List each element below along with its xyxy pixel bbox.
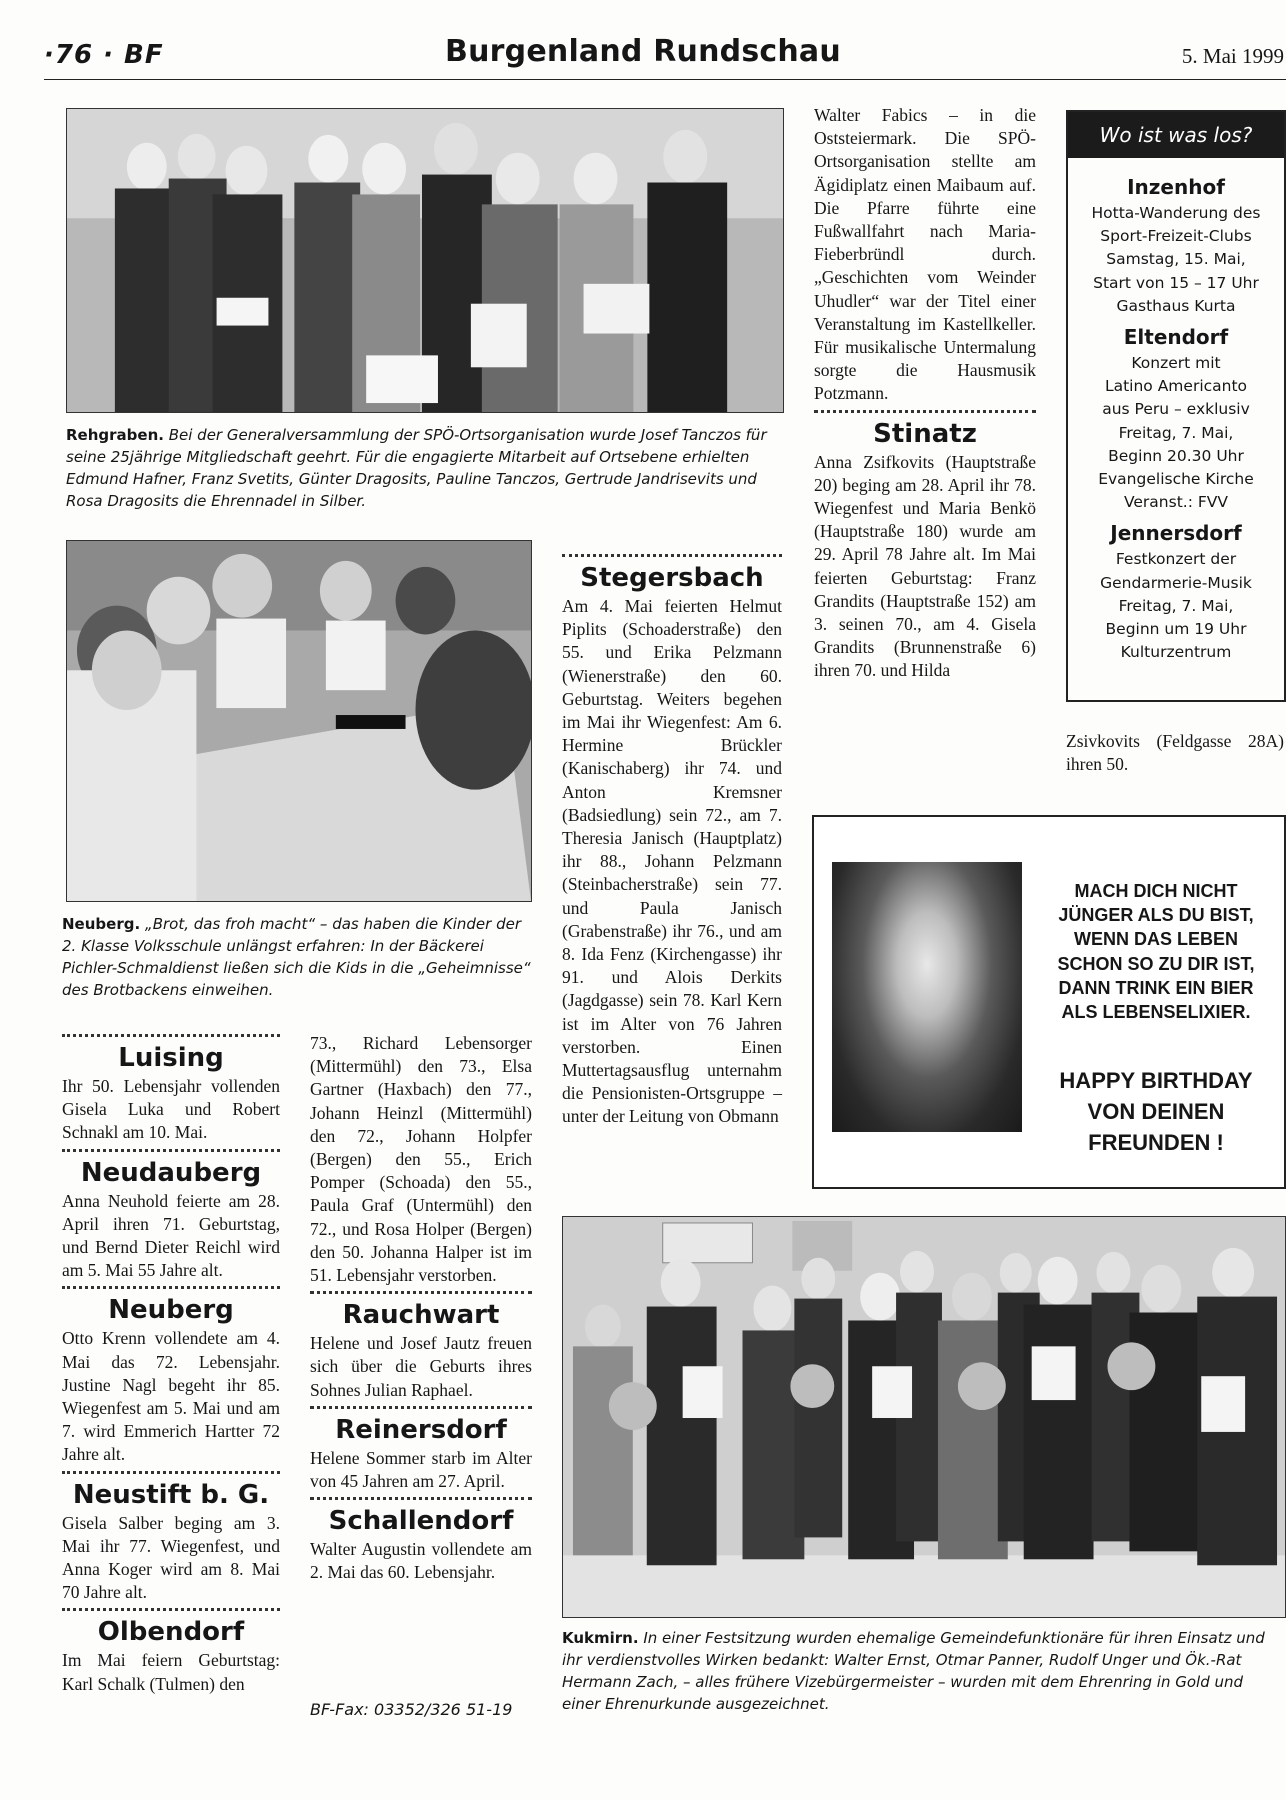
event-line: Gendarmerie-Musik <box>1100 573 1252 592</box>
event-line: Festkonzert der <box>1115 550 1237 569</box>
neuberg-photo-figures <box>67 541 531 901</box>
caption-text: In einer Festsitzung wurden ehemalige Gemeindefunktionäre für ihren Einsatz und ihr verdienstvolles Wirken bedankt: Walter Ernst, Otmar Panner, Rudolf Unger und Ök.-Rat Hermann Zach, – alles frühere Vizebürgermeister – wurden mit dem Ehrenring in Gold und einer Ehrenurkunde ausgezeichnet. <box>562 1629 1265 1713</box>
event-line: Kulturzentrum <box>1120 643 1232 662</box>
rehgraben-photo <box>66 108 784 413</box>
neuberg-photo <box>66 540 532 902</box>
heading-reinersdorf: Reinersdorf <box>335 1414 507 1445</box>
column-2 <box>310 1032 532 1585</box>
event-line: Latino Americanto <box>1104 377 1248 396</box>
event-line: Hotta-Wanderung des <box>1091 204 1261 222</box>
section-divider <box>62 1286 280 1289</box>
text-neudauberg: Anna Neuhold feierte am 28. April ihren 71. Geburtstag, und Bernd Dieter Reichl wird am 5. Mai 55 Jahre alt. <box>62 1190 280 1281</box>
event-place-jennersdorf: Jennersdorf <box>1110 521 1242 546</box>
text-stegersbach: Am 4. Mai feierten Helmut Piplits (Schoaderstraße) den 55. und Erika Pelzmann (Wienerstraße) den 60. Geburtstag. Weiters begehen im Mai ihr Wiegenfest: Am 6. Hermine Brückler (Kanischaberg) ihr 74. und Anton Kremsner (Badsiedlung) sein 72., am 7. Theresia Janisch (Hauptplatz) ihr 88., Johann Pelzmann (Steinbacherstraße) sein 77. und Paula Janisch (Grabenstraße) ihr 76., und am 8. Ida Fenz (Kirchengasse) ihr 91. und Alois Derkits (Jagdgasse) sein 78. Karl Kern ist im Alter von 76 Jahren verstorben. Einen Muttertagsausflug unternahm die Pensionisten-Ortsgruppe – unter der Leitung von Obmann <box>562 596 782 1127</box>
ad-line: WENN DAS LEBEN <box>1073 929 1238 950</box>
heading-stegersbach: Stegersbach <box>580 563 764 593</box>
heading-neudauberg: Neudauberg <box>80 1157 262 1188</box>
event-line: Start von 15 – 17 Uhr <box>1093 273 1259 292</box>
heading-neustift: Neustift b. G. <box>72 1479 270 1510</box>
caption-place: Kukmirn. <box>562 1629 639 1647</box>
text-luising: Ihr 50. Lebensjahr vollenden Gisela Luka und Robert Schnakl am 10. Mai. <box>62 1076 280 1143</box>
greeting-line: VON DEINEN <box>1087 1099 1225 1124</box>
section-divider <box>310 1406 532 1409</box>
text-neustift: Gisela Salber beging am 3. Mai ihr 77. Wiegenfest, und Anna Koger wird am 8. Mai 70 Jahre alt. <box>62 1512 280 1603</box>
greeting-line: HAPPY BIRTHDAY <box>1059 1068 1253 1093</box>
event-line: Freitag, 7. Mai, <box>1118 596 1234 615</box>
event-line: aus Peru – exklusiv <box>1102 400 1250 419</box>
heading-olbendorf: Olbendorf <box>97 1617 245 1648</box>
section-divider <box>310 1497 532 1500</box>
event-line: Sport-Freizeit-Clubs <box>1100 227 1252 246</box>
event-line: Samstag, 15. Mai, <box>1106 250 1246 269</box>
section-divider <box>62 1149 280 1152</box>
heading-luising: Luising <box>118 1043 224 1073</box>
greeting-line: FREUNDEN ! <box>1088 1130 1224 1155</box>
rehgraben-caption <box>66 424 788 512</box>
text-olbendorf: Im Mai feiern Geburtstag: Karl Schalk (Tulmen) den <box>62 1650 280 1694</box>
page-number: ·76 · BF <box>44 40 164 70</box>
event-line: Freitag, 7. Mai, <box>1118 423 1234 442</box>
heading-neuberg: Neuberg <box>108 1295 234 1326</box>
portrait-photo <box>832 862 1022 1132</box>
ad-line: ALS LEBENSELIXIER. <box>1061 1002 1251 1023</box>
event-line: Gasthaus Kurta <box>1116 296 1236 315</box>
kukmirn-photo-figures <box>563 1217 1285 1617</box>
ad-line: DANN TRINK EIN BIER <box>1058 977 1254 998</box>
column-1 <box>62 1030 280 1696</box>
issue-date: 5. Mai 1999 <box>1181 44 1284 68</box>
text-rauchwart: Helene und Josef Jautz freuen sich über die Geburts ihres Sohnes Julian Raphael. <box>310 1333 532 1400</box>
newspaper-title: Burgenland Rundschau <box>445 34 841 69</box>
text-schallendorf: Walter Augustin vollendete am 2. Mai das 60. Lebensjahr. <box>310 1539 532 1583</box>
caption-text: Bei der Generalversammlung der SPÖ-Ortsorganisation wurde Josef Tanczos für seine 25jährige Mitgliedschaft geehrt. Für die engagierte Mitarbeit auf Ortsebene erhielten Edmund Hafner, Franz Svetits, Günter Dragosits, Pauline Tanczos, Gertrude Jandrisevits und Rosa Dragosits die Ehrennadel in Silber. <box>66 426 767 510</box>
ad-slogan <box>1036 879 1276 1024</box>
column-4 <box>814 104 1036 683</box>
text-olbendorf-continued: 73., Richard Lebensorger (Mittermühl) den 73., Elsa Gartner (Haxbach) den 77., Johann Heinzl (Mittermühl) den 72., Johann Holpfer (Bergen) den 55., Erich Pomper (Schoada) den 55., Paula Graf (Untermühl) den 72., und Rosa Holper (Bergen) den 50. Johanna Halper ist im 51. Lebensjahr verstorben. <box>310 1033 532 1286</box>
event-line: Beginn um 19 Uhr <box>1105 620 1247 639</box>
section-divider <box>62 1608 280 1611</box>
text-neuberg: Otto Krenn vollendete am 4. Mai das 72. Lebensjahr. Justine Nagl begeht ihr 85. Wiegenfest am 5. Mai und am 7. wird Emmerich Hartter 72 Jahre alt. <box>62 1328 280 1465</box>
text-stinatz-continued: Zsivkovits (Feldgasse 28A) ihren 50. <box>1066 731 1284 775</box>
event-line: Konzert mit <box>1131 354 1221 373</box>
event-line: Veranst.: FVV <box>1124 493 1228 512</box>
section-divider <box>814 410 1036 413</box>
caption-text: „Brot, das froh macht“ – das haben die Kinder der 2. Klasse Volksschule unlängst erfahren: In der Bäckerei Pichler-Schmaldienst ließen sich die Kids in die „Geheimnisse“ des Brotbackens einweihen. <box>62 915 531 999</box>
section-divider <box>62 1034 280 1037</box>
column-3 <box>562 550 782 1129</box>
event-place-inzenhof: Inzenhof <box>1127 175 1225 199</box>
heading-rauchwart: Rauchwart <box>342 1300 500 1331</box>
ad-line: MACH DICH NICHT <box>1074 881 1238 901</box>
kukmirn-photo <box>562 1216 1286 1618</box>
kukmirn-caption <box>562 1627 1286 1715</box>
ad-line: JÜNGER ALS DU BIST, <box>1058 905 1254 926</box>
section-divider <box>562 554 782 557</box>
neuberg-caption <box>62 913 534 1001</box>
events-box-body <box>1068 158 1284 664</box>
ad-greeting <box>1036 1065 1276 1158</box>
events-box-title: Wo ist was los? <box>1068 112 1284 158</box>
bf-fax-number: BF-Fax: 03352/326 51-19 <box>310 1700 513 1719</box>
caption-place: Neuberg. <box>62 915 141 933</box>
birthday-ad <box>812 815 1286 1189</box>
event-place-eltendorf: Eltendorf <box>1123 325 1229 350</box>
text-reinersdorf: Helene Sommer starb im Alter von 45 Jahren am 27. April. <box>310 1447 532 1492</box>
section-divider <box>62 1471 280 1474</box>
heading-stinatz: Stinatz <box>873 418 977 449</box>
ad-line: SCHON SO ZU DIR IST, <box>1057 953 1255 974</box>
event-line: Evangelische Kirche <box>1098 470 1254 489</box>
masthead-rule <box>44 79 1286 80</box>
section-divider <box>310 1291 532 1294</box>
rehgraben-photo-figures <box>67 109 783 412</box>
caption-place: Rehgraben. <box>66 426 164 444</box>
stinatz-continued <box>1066 730 1284 776</box>
event-line: Beginn 20.30 Uhr <box>1108 446 1244 465</box>
text-stegersbach-continued: Walter Fabics – in die Oststeiermark. Die SPÖ-Ortsorganisation stellte am Ägidiplatz einen Maibaum auf. Die Pfarre führte eine Fußwallfahrt nach Maria-Fieberbründl durch. „Geschichten vom Weinder Uhudler“ war der Titel einer Veranstaltung im Kastellkeller. Für musikalische Untermalung sorgte die Hausmusik Potzmann. <box>814 105 1036 404</box>
heading-schallendorf: Schallendorf <box>328 1506 514 1537</box>
events-box <box>1066 110 1286 702</box>
text-stinatz: Anna Zsifkovits (Hauptstraße 20) beging am 28. April ihr 78. Wiegenfest und Maria Benkö (Hauptstraße 180) wurde am 29. April 78 Jahre alt. Im Mai feierten Geburtstag: Franz Grandits (Hauptstraße 152) am 3. seinen 70., am 4. Gisela Grandits (Brunnenstraße 6) ihren 70. und Hilda <box>814 451 1036 681</box>
